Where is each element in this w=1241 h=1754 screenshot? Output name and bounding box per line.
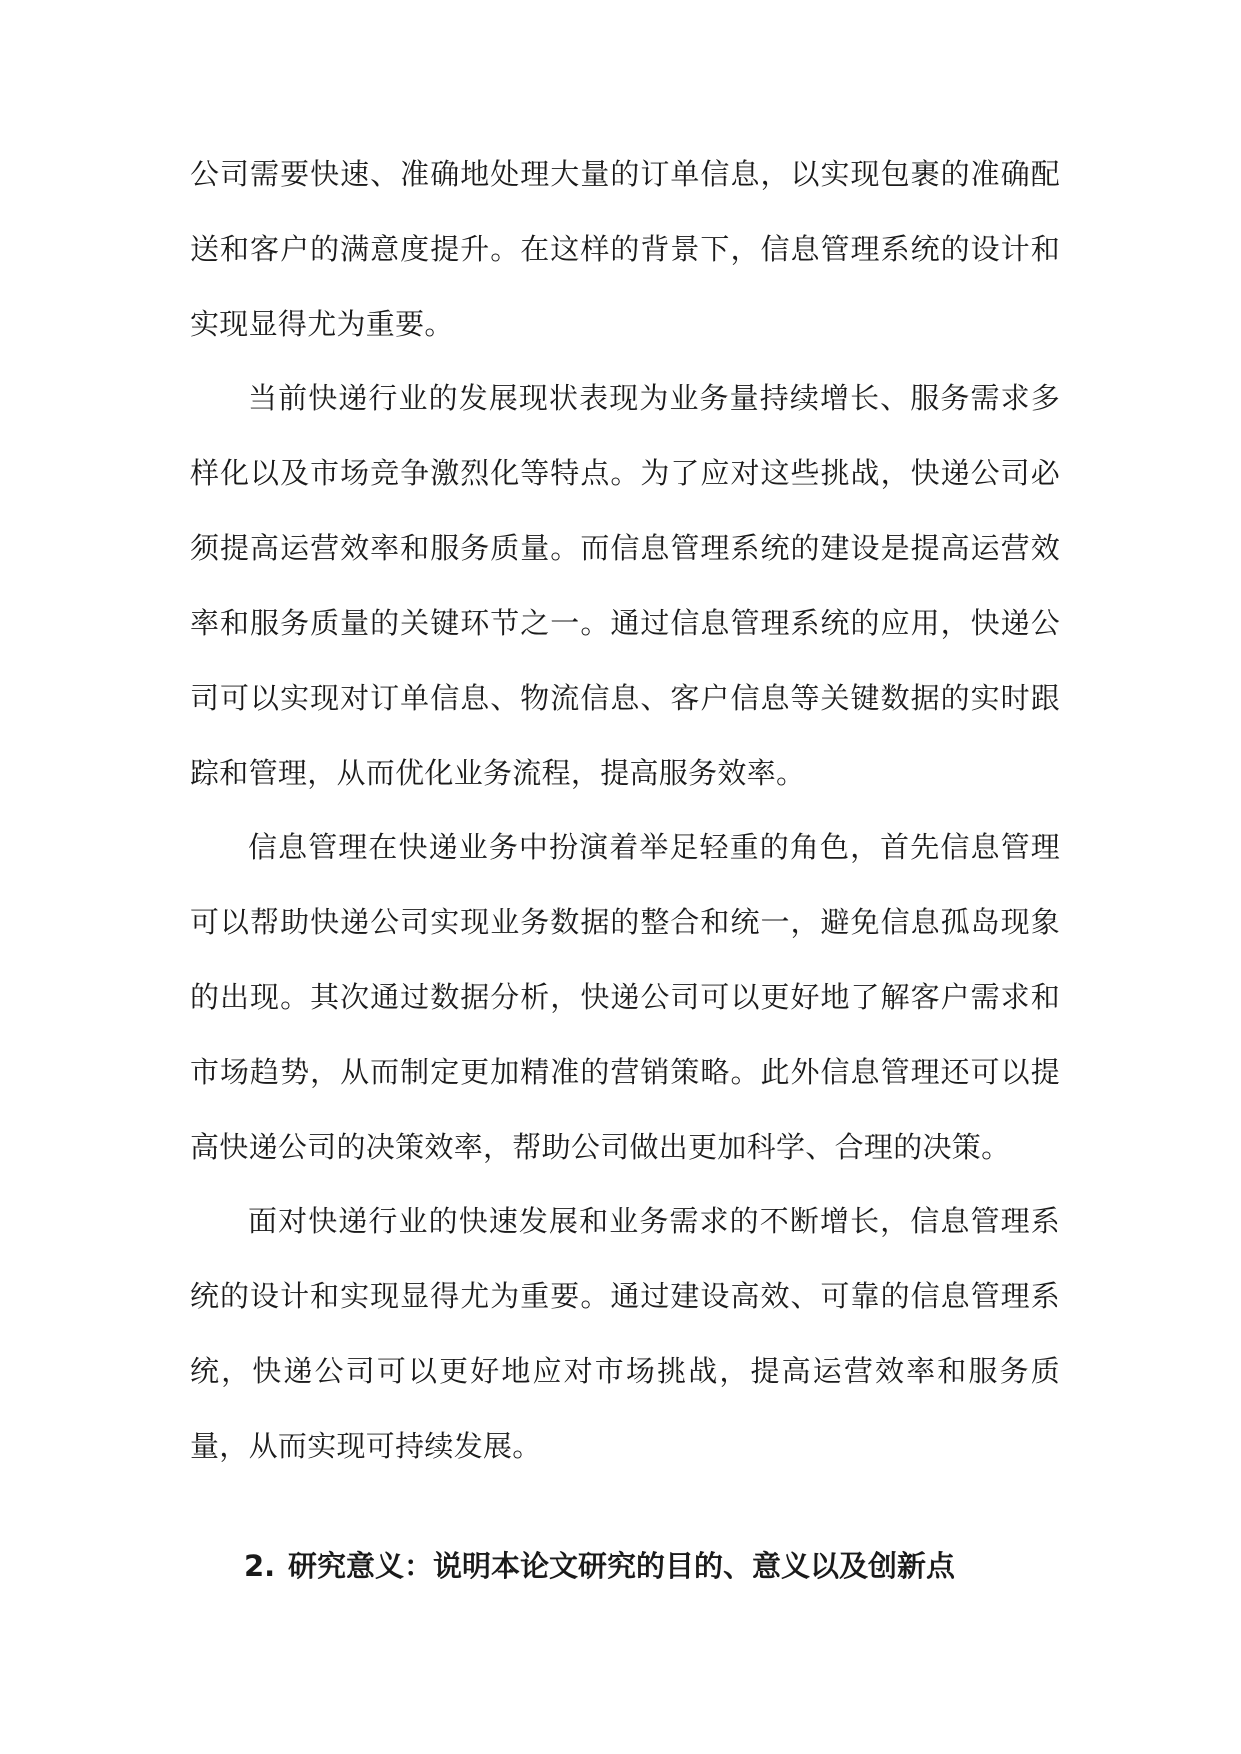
section-heading [244, 1546, 1060, 1586]
paragraph-conclusion: 面对快递行业的快速发展和业务需求的不断增长，信息管理系统的设计和实现显得尤为重要。通过建设高效、可靠的信息管理系统，快递公司可以更好地应对市场挑战，提高运营效率和服务质量，从而实现可持续发展。 [190, 1204, 1060, 1463]
section-title: 研究意义：说明本论文研究的目的、意义以及创新点 [288, 1549, 956, 1583]
section-number: 2. [244, 1549, 276, 1583]
paragraph-continuation: 公司需要快速、准确地处理大量的订单信息，以实现包裹的准确配送和客户的满意度提升。在这样的背景下，信息管理系统的设计和实现显得尤为重要。 [190, 157, 1060, 341]
paragraph-industry-status: 当前快递行业的发展现状表现为业务量持续增长、服务需求多样化以及市场竞争激烈化等特点。为了应对这些挑战，快递公司必须提高运营效率和服务质量。而信息管理系统的建设是提高运营效率和服务质量的关键环节之一。通过信息管理系统的应用，快递公司可以实现对订单信息、物流信息、客户信息等关键数据的实时跟踪和管理，从而优化业务流程，提高服务效率。 [190, 381, 1060, 790]
paragraph-info-management-role: 信息管理在快递业务中扮演着举足轻重的角色，首先信息管理可以帮助快递公司实现业务数据的整合和统一，避免信息孤岛现象的出现。其次通过数据分析，快递公司可以更好地了解客户需求和市场趋势，从而制定更加精准的营销策略。此外信息管理还可以提高快递公司的决策效率，帮助公司做出更加科学、合理的决策。 [190, 830, 1060, 1164]
